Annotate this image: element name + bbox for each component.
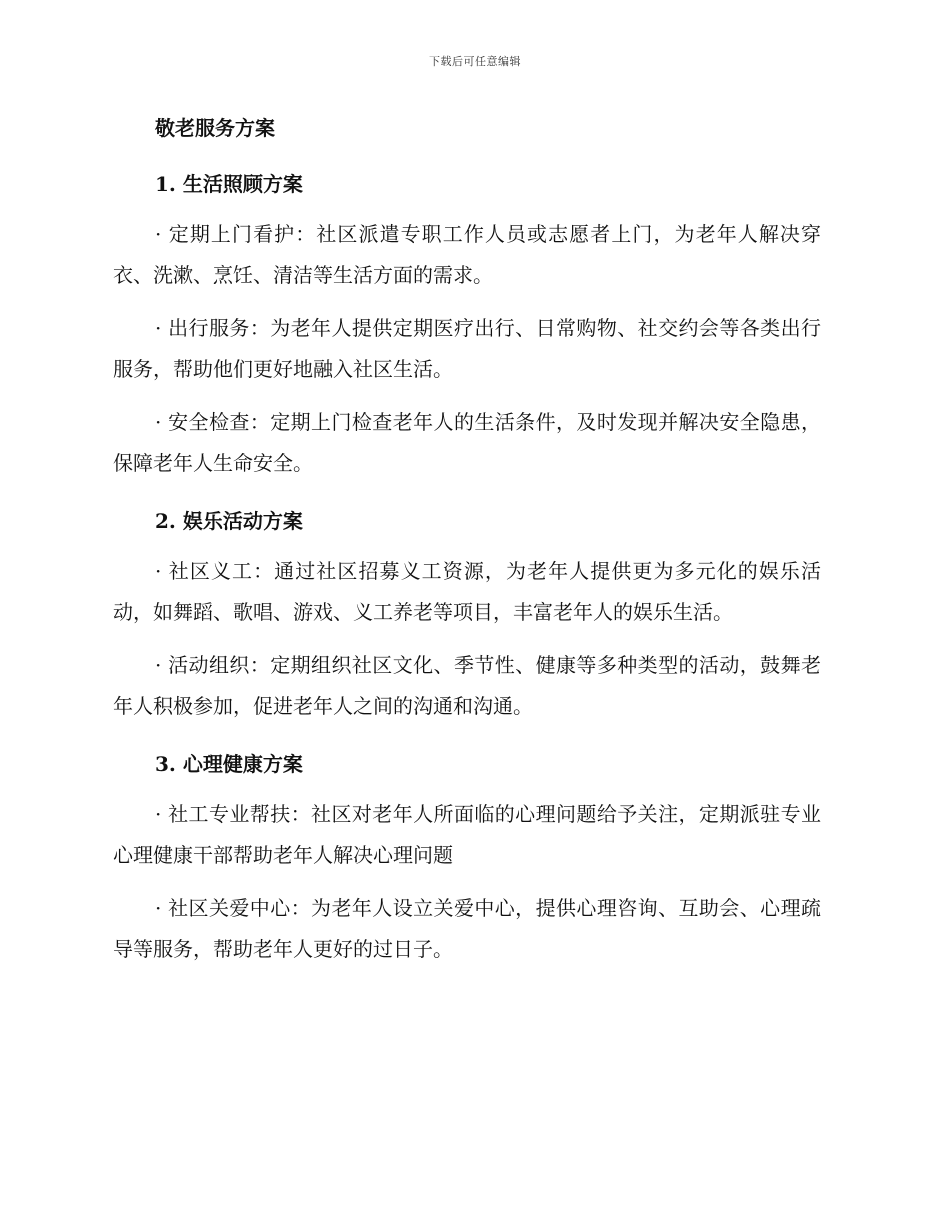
- document-title: 敬老服务方案: [155, 116, 275, 140]
- section-heading-mental-health: 3. 心理健康方案: [155, 752, 303, 776]
- section-heading-entertainment: 2. 娱乐活动方案: [155, 509, 303, 533]
- page-header-note: 下载后可任意编辑: [429, 55, 521, 68]
- paragraph-volunteers: · 社区义工：通过社区招募义工资源，为老年人提供更为多元化的娱乐活动，如舞蹈、歌唱、游戏、义工养老等项目，丰富老年人的娱乐生活。: [113, 559, 821, 624]
- document-body: [113, 110, 821, 970]
- paragraph-care-center: · 社区关爱中心：为老年人设立关爱中心，提供心理咨询、互助会、心理疏导等服务，帮助老年人更好的过日子。: [113, 896, 821, 961]
- paragraph-safety-check: · 安全检查：定期上门检查老年人的生活条件，及时发现并解决安全隐患，保障老年人生命安全。: [113, 410, 821, 475]
- section-heading-living-care: 1. 生活照顾方案: [155, 172, 303, 196]
- paragraph-social-work-support: · 社工专业帮扶：社区对老年人所面临的心理问题给予关注，定期派驻专业心理健康干部帮助老年人解决心理问题: [113, 802, 821, 867]
- paragraph-activity-organization: · 活动组织：定期组织社区文化、季节性、健康等多种类型的活动，鼓舞老年人积极参加，促进老年人之间的沟通和沟通。: [113, 653, 821, 718]
- paragraph-travel-service: · 出行服务：为老年人提供定期医疗出行、日常购物、社交约会等各类出行服务，帮助他们更好地融入社区生活。: [113, 316, 821, 381]
- paragraph-home-care: · 定期上门看护：社区派遣专职工作人员或志愿者上门，为老年人解决穿衣、洗漱、烹饪、清洁等生活方面的需求。: [113, 222, 821, 287]
